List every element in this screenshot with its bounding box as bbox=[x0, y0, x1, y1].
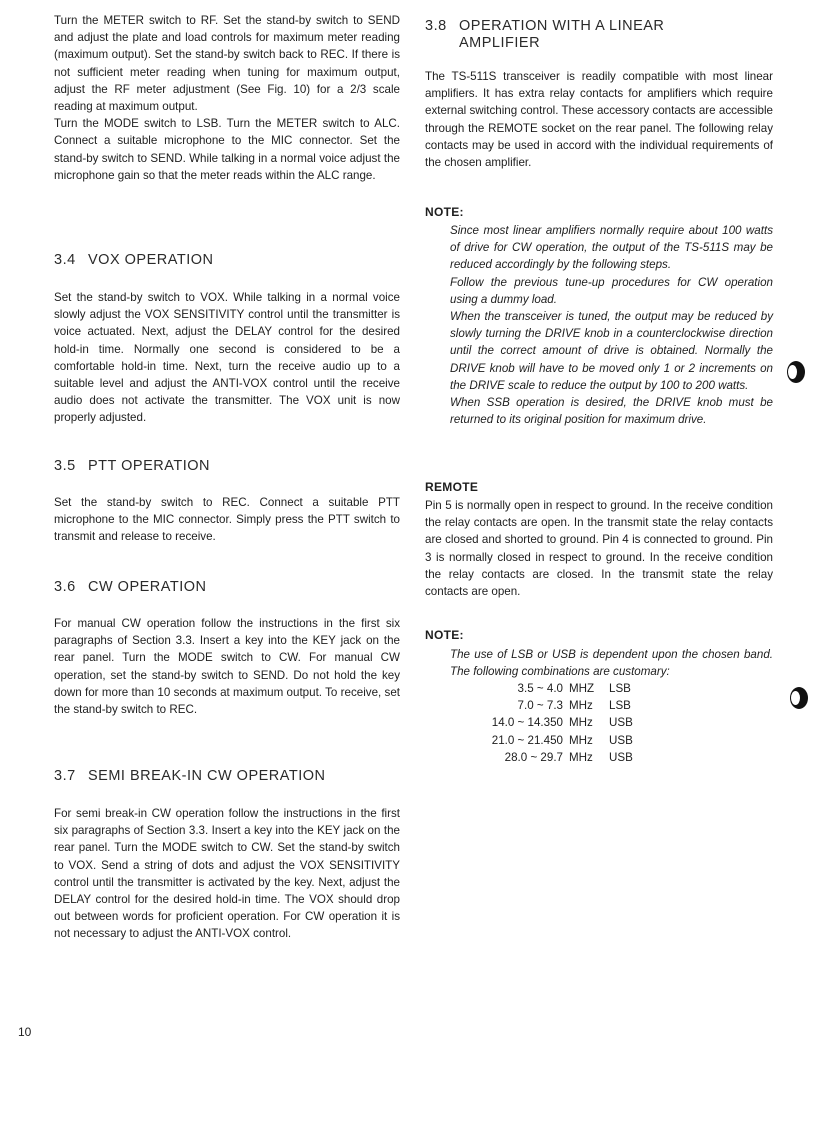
freq-unit: MHz bbox=[569, 716, 593, 730]
sideband-mode: USB bbox=[609, 716, 633, 730]
intro-text bbox=[54, 12, 400, 184]
freq-range: 7.0 ~ 7.3 bbox=[517, 699, 563, 713]
section-number: 3.6 bbox=[54, 579, 76, 595]
section-3-7-body bbox=[54, 805, 400, 943]
punch-hole-icon bbox=[790, 687, 808, 709]
sideband-mode: USB bbox=[609, 750, 633, 764]
section-title: PTT OPERATION bbox=[88, 458, 210, 474]
section-body: For manual CW operation follow the instructions in the first six paragraphs of Section 3.3. Insert a key into the KEY jack on the rear panel. Turn the MODE switch to CW. For manual CW operation, set the stand-by switch to SEND. Do not hold the key down for more than 10 seconds at maximum output. To receive, set the stand-by switch to REC. bbox=[54, 617, 400, 717]
page-number: 10 bbox=[18, 1025, 32, 1039]
freq-range: 21.0 ~ 21.450 bbox=[491, 733, 563, 747]
note-2-label: NOTE: bbox=[425, 628, 464, 642]
section-number: 3.5 bbox=[54, 458, 76, 474]
section-title: VOX OPERATION bbox=[88, 252, 214, 268]
table-row bbox=[475, 732, 649, 749]
section-body: Set the stand-by switch to REC. Connect a suitable PTT microphone to the MIC connector. Simply press the PTT switch to transmit and release to receive. bbox=[54, 496, 400, 544]
freq-unit: MHz bbox=[569, 750, 593, 764]
table-row bbox=[475, 680, 649, 697]
section-3-8-heading-line2 bbox=[459, 35, 540, 51]
section-title: SEMI BREAK-IN CW OPERATION bbox=[88, 768, 326, 784]
section-title: CW OPERATION bbox=[88, 579, 207, 595]
note-1-body bbox=[450, 222, 773, 428]
table-row bbox=[475, 714, 649, 731]
freq-unit: MHz bbox=[569, 699, 593, 713]
freq-unit: MHz bbox=[569, 733, 593, 747]
sideband-mode: USB bbox=[609, 733, 633, 747]
table-row bbox=[475, 697, 649, 714]
sideband-mode: LSB bbox=[609, 682, 631, 695]
note-2-body bbox=[450, 646, 773, 680]
section-body: The TS-511S transceiver is readily compatible with most linear amplifiers. It has extra relay contacts for amplifiers which require external switching control. These accessory contacts are accessible through the REMOTE socket on the rear panel. The following relay contacts may be used in accord with the individual requirements of the chosen amplifier. bbox=[425, 70, 773, 170]
section-3-7-heading bbox=[54, 768, 326, 784]
freq-range: 14.0 ~ 14.350 bbox=[491, 716, 563, 730]
section-title-line2: AMPLIFIER bbox=[459, 35, 541, 51]
remote-label: REMOTE bbox=[425, 480, 479, 494]
section-3-8-body bbox=[425, 68, 773, 171]
section-number: 3.7 bbox=[54, 768, 76, 784]
intro-paragraph-1: Turn the METER switch to RF. Set the stand-by switch to SEND and adjust the plate and load controls for maximum meter reading (maximum output). Set the stand-by switch back to REC. If there is not sufficient meter reading when tuning for maximum output, adjust the RF meter adjustment (See Fig. 10) for a 2/3 scale reading at maximum output. bbox=[54, 14, 400, 114]
section-3-8-heading bbox=[425, 18, 664, 34]
section-3-4-body bbox=[54, 289, 400, 427]
note-1-label: NOTE: bbox=[425, 205, 464, 219]
freq-range: 3.5 ~ 4.0 bbox=[517, 682, 563, 695]
punch-hole-icon bbox=[787, 361, 805, 383]
note-1-paragraph: When SSB operation is desired, the DRIVE knob must be returned to its original position for maximum drive. bbox=[450, 396, 773, 427]
section-3-6-heading bbox=[54, 579, 207, 595]
section-body: Set the stand-by switch to VOX. While talking in a normal voice slowly adjust the VOX SENSITIVITY control until the transmitter is voice actuated. Next, adjust the DELAY control for the desired hold-in time. Normally one second is considered to be a comfortable hold-in time. Next, turn the receive audio up to a suitable level and adjust the ANTI-VOX control until the receive audio does not activate the transmitter. The VOX unit is now properly adjusted. bbox=[54, 291, 400, 425]
note-2-paragraph: The use of LSB or USB is dependent upon the chosen band. The following combinations are customary: bbox=[450, 648, 773, 679]
section-3-4-heading bbox=[54, 252, 213, 268]
section-3-5-body bbox=[54, 494, 400, 546]
section-3-5-heading bbox=[54, 458, 210, 474]
section-title: OPERATION WITH A LINEAR bbox=[459, 18, 665, 34]
section-body: For semi break-in CW operation follow the instructions in the first six paragraphs of Section 3.3. Insert a key into the KEY jack on the rear panel. Turn the MODE switch to CW. Set the stand-by switch to VOX. Send a string of dots and adjust the VOX SENSITIVITY control until the transmitter is activated by the key. Next, adjust the DELAY control for the desired hold-in time. The VOX should drop out between words for proficient operation. For CW operation it is not necessary to adjust the ANTI-VOX control. bbox=[54, 807, 400, 941]
section-3-6-body bbox=[54, 615, 400, 718]
remote-body bbox=[425, 497, 773, 600]
note-1-paragraph: When the transceiver is tuned, the output may be reduced by slowly turning the DRIVE knob in a counterclockwise direction until the correct amount of drive is obtained. Normally the DRIVE knob will have to be moved only 1 or 2 increments on the DRIVE scale to reduce the output by 100 to 200 watts. bbox=[450, 310, 773, 392]
note-1-paragraph: Follow the previous tune-up procedures for CW operation using a dummy load. bbox=[450, 275, 773, 306]
sideband-mode: LSB bbox=[609, 699, 631, 713]
freq-range: 28.0 ~ 29.7 bbox=[504, 750, 563, 764]
remote-paragraph: Pin 5 is normally open in respect to ground. In the receive condition the relay contacts are open. In the transmit state the relay contacts are closed and shorted to ground. Pin 4 is connected to ground. Pin 3 is normally closed in respect to ground. In the receive condition the relay contacts are closed. In the transmit state the relay contacts are open. bbox=[425, 499, 773, 599]
note-1-paragraph: Since most linear amplifiers normally require about 100 watts of drive for CW operation, the output of the TS-511S may be reduced accordingly by the following steps. bbox=[450, 224, 773, 272]
freq-unit: MHZ bbox=[569, 682, 595, 695]
section-number: 3.8 bbox=[425, 18, 447, 34]
table-row bbox=[475, 749, 649, 766]
frequency-table bbox=[475, 680, 649, 766]
section-number: 3.4 bbox=[54, 252, 76, 268]
intro-paragraph-2: Turn the MODE switch to LSB. Turn the METER switch to ALC. Connect a suitable microphone to the MIC connector. Set the stand-by switch to SEND. While talking in a normal voice adjust the microphone gain so that the meter reads within the ALC range. bbox=[54, 117, 400, 182]
